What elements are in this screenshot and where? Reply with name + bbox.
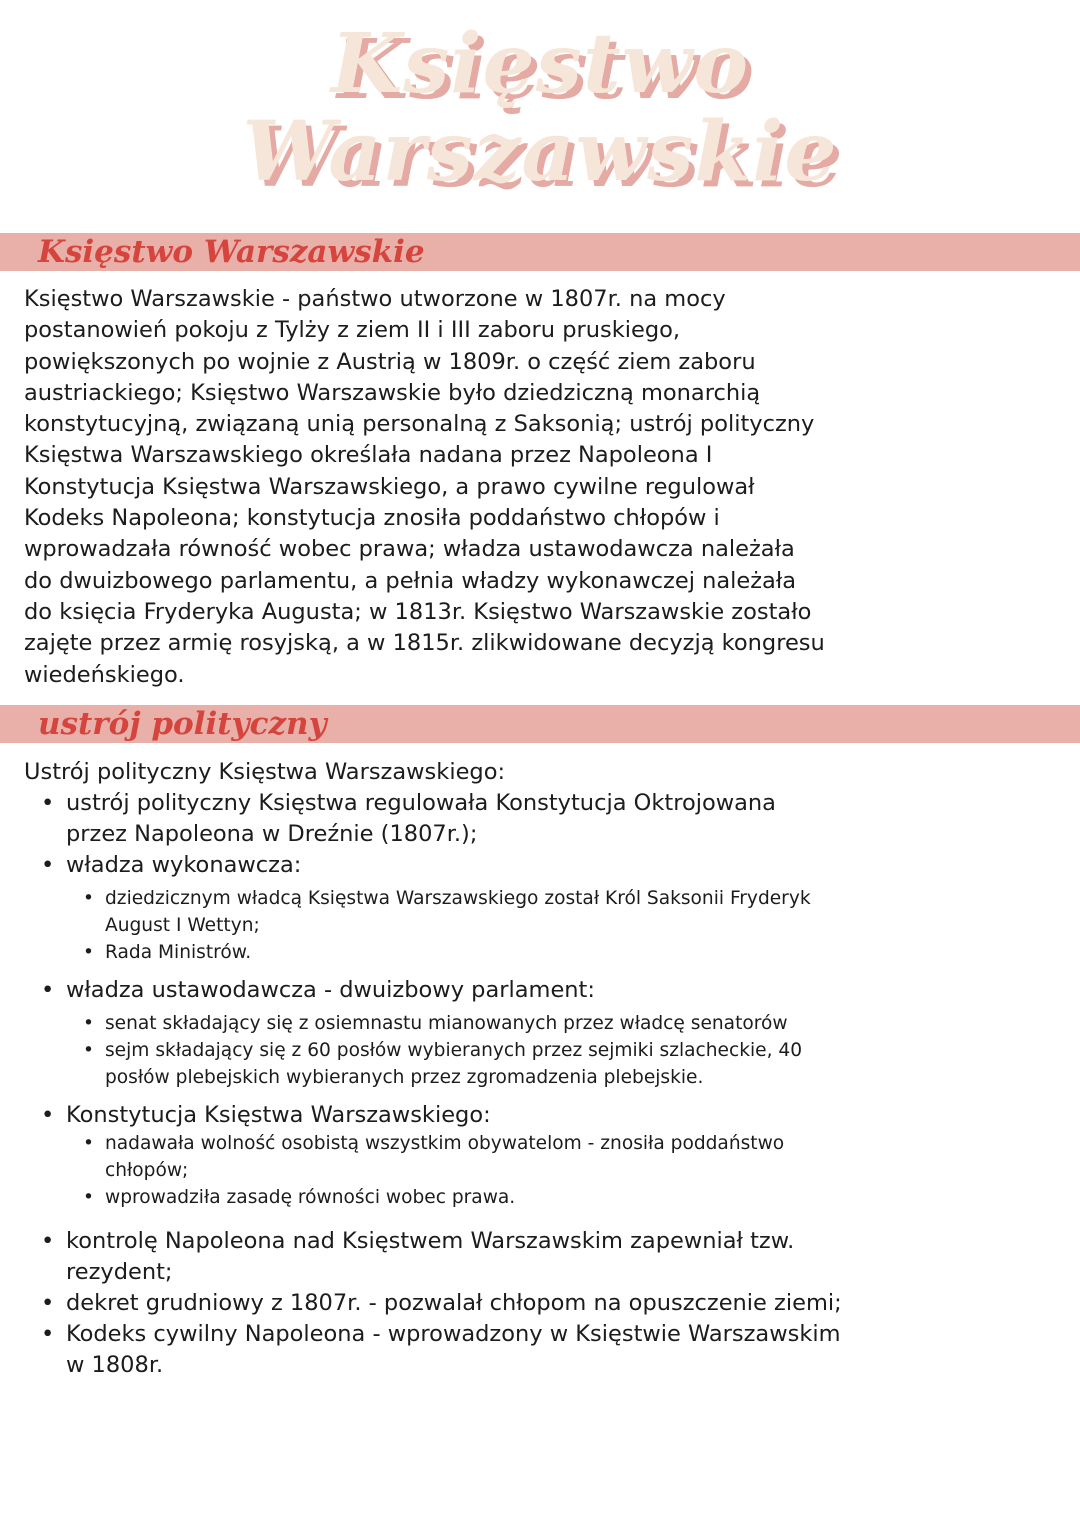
list-item-december-decree: • dekret grudniowy z 1807r. - pozwalał chłopom na opuszczenie ziemi; [66, 1288, 1066, 1319]
paragraph-line: powiększonych po wojnie z Austrią w 1809r. o część ziem zaboru [24, 348, 756, 375]
sub-item-council-of-ministers: • Rada Ministrów. [105, 939, 1045, 966]
list-item-executive: • władza wykonawcza: [66, 850, 1066, 881]
paragraph-line: Kodeks Napoleona; konstytucja znosiła poddaństwo chłopów i [24, 505, 720, 532]
sub-item-personal-freedom: • nadawała wolność osobistą wszystkim obywatelom - znosiła poddaństwo chłopów; [105, 1130, 1045, 1184]
list-item-legislative: • władza ustawodawcza - dwuizbowy parlament: [66, 975, 1066, 1006]
paragraph-line: konstytucyjną, związaną unią personalną z Saksonią; ustrój polityczny [24, 411, 815, 438]
paragraph-line: do księcia Fryderyka Augusta; w 1813r. Księstwo Warszawskie zostało [24, 598, 812, 625]
section-heading-band-2 [0, 705, 1080, 743]
sub-item-hereditary-ruler: • dziedzicznym władcą Księstwa Warszawskiego został Król Saksonii Fryderyk August I Wettyn; [105, 885, 1045, 939]
paragraph-line: austriackiego; Księstwo Warszawskie było dziedziczną monarchią [24, 379, 761, 406]
paragraph-line: wprowadzała równość wobec prawa; władza ustawodawcza należała [24, 536, 795, 563]
section-heading-band-1 [0, 233, 1080, 271]
paragraph-line: wiedeńskiego. [24, 661, 185, 688]
section-heading-ksiestwo: Księstwo Warszawskie [38, 234, 425, 270]
sub-item-equality: • wprowadziła zasadę równości wobec prawa. [105, 1184, 1045, 1211]
paragraph-line: postanowień pokoju z Tylży z ziem II i III zaboru pruskiego, [24, 317, 681, 344]
list-intro: Ustrój polityczny Księstwa Warszawskiego: [24, 759, 506, 785]
page-title [0, 16, 1080, 200]
page-title-line-2: Warszawskie [242, 104, 838, 200]
list-item-constitution-regulation: • ustrój polityczny Księstwa regulowała Konstytucja Oktrojowana przez Napoleona w Dreźnie (1807r.); [66, 788, 1066, 850]
paragraph-line: Konstytucja Księstwa Warszawskiego, a prawo cywilne regulował [24, 473, 755, 500]
intro-paragraph [24, 284, 1064, 691]
list-item-constitution: • Konstytucja Księstwa Warszawskiego: [66, 1100, 1066, 1131]
section-heading-ustroj: ustrój polityczny [38, 706, 327, 742]
sub-item-sejm: • sejm składający się z 60 posłów wybieranych przez sejmiki szlacheckie, 40 posłów plebejskich wybieranych przez zgromadzenia plebejskie. [105, 1037, 1045, 1091]
list-item-civil-code: • Kodeks cywilny Napoleona - wprowadzony w Księstwie Warszawskim w 1808r. [66, 1319, 1066, 1381]
paragraph-line: Księstwa Warszawskiego określała nadana przez Napoleona I [24, 442, 713, 469]
paragraph-line: Księstwo Warszawskie - państwo utworzone w 1807r. na mocy [24, 286, 726, 312]
paragraph-line: do dwuizbowego parlamentu, a pełnia władzy wykonawczej należała [24, 567, 797, 594]
paragraph-line: zajęte przez armię rosyjską, a w 1815r. zlikwidowane decyzją kongresu [24, 630, 825, 657]
list-item-resident: • kontrolę Napoleona nad Księstwem Warszawskim zapewniał tzw. rezydent; [66, 1226, 1066, 1288]
page-title-line-1: Księstwo [330, 16, 750, 112]
sub-item-senate: • senat składający się z osiemnastu mianowanych przez władcę senatorów [105, 1010, 1045, 1037]
